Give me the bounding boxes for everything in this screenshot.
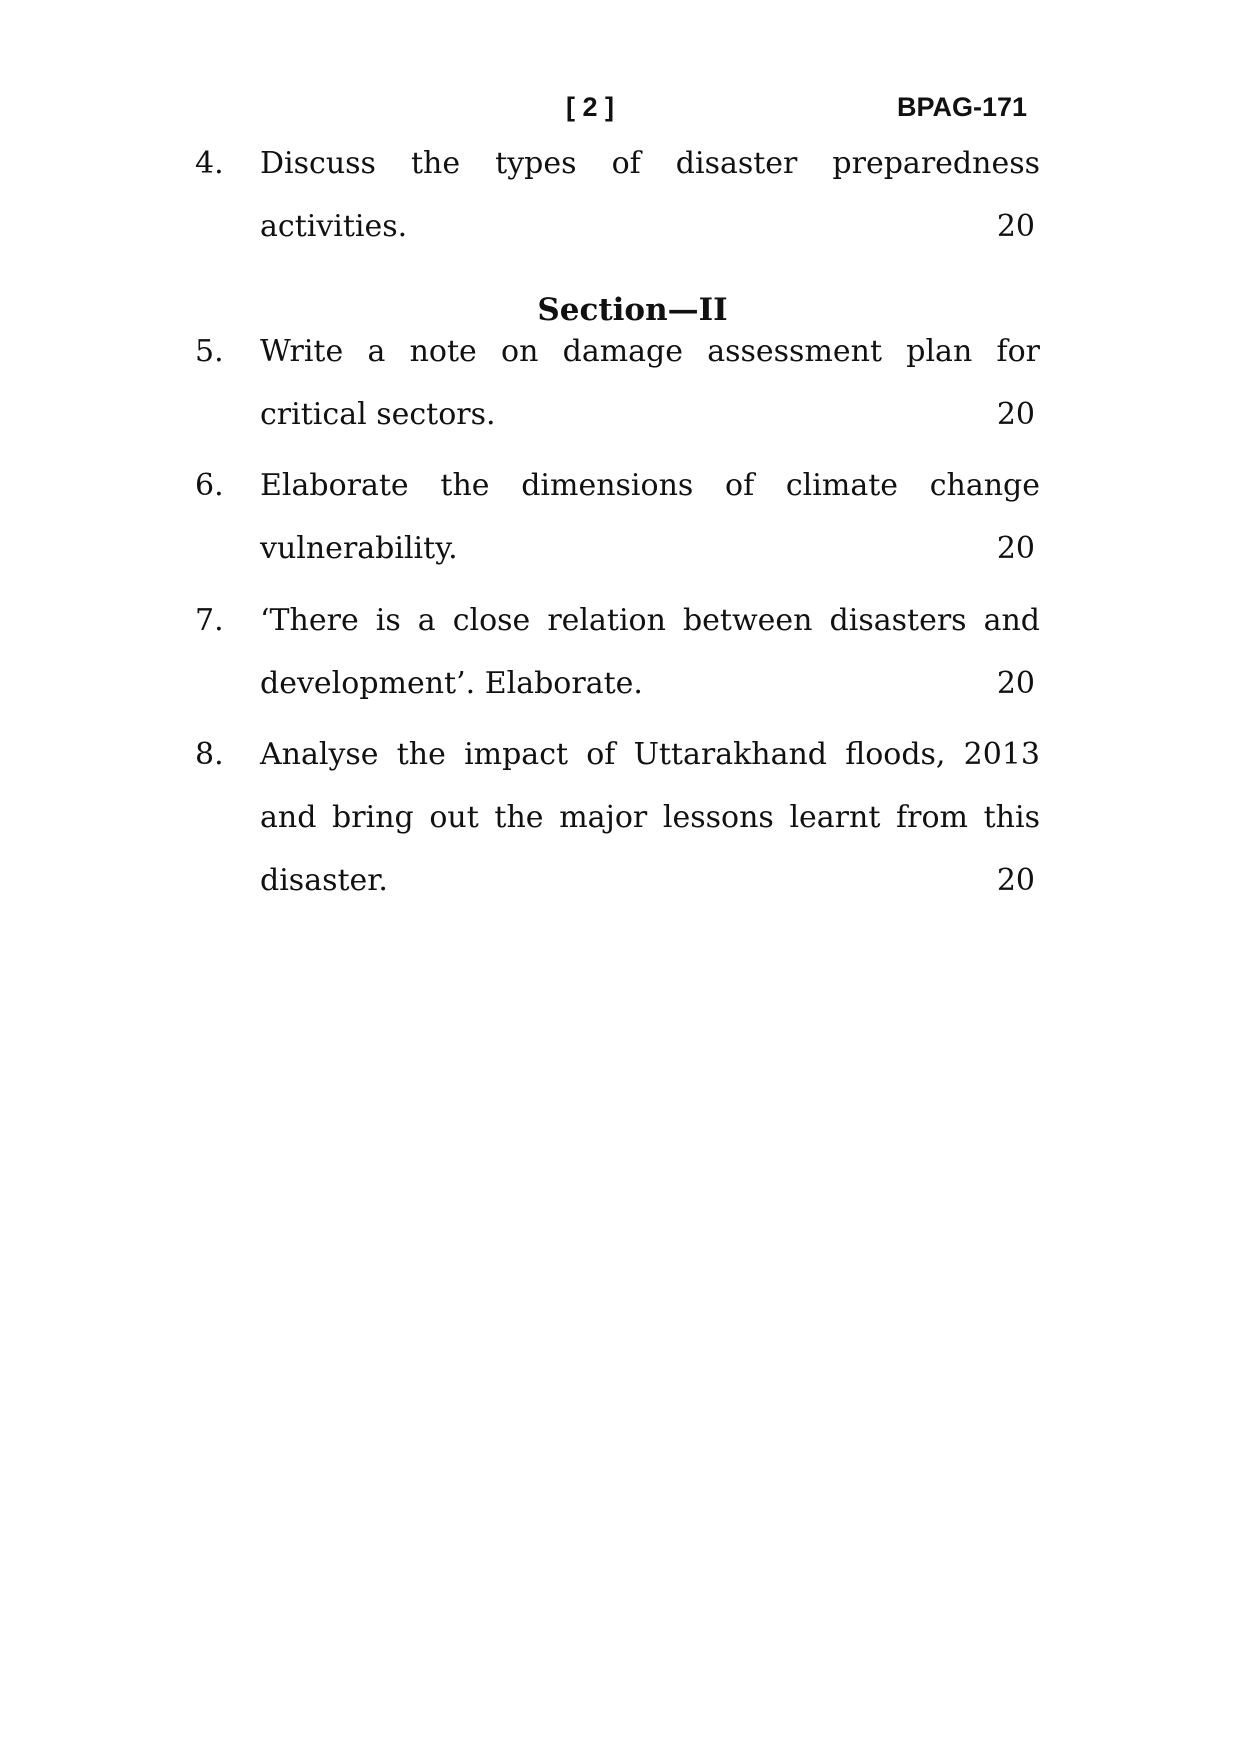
question-6 xyxy=(195,454,1040,580)
marks: 20 xyxy=(996,666,1035,701)
question-text-line: and bring out the major lessons learnt from this xyxy=(260,800,1040,835)
question-number: 4. xyxy=(195,146,224,181)
question-text-line: critical sectors. xyxy=(260,397,496,432)
paper-code: BPAG-171 xyxy=(897,92,1028,122)
question-text-line: activities. xyxy=(260,209,408,244)
question-7 xyxy=(195,589,1040,715)
marks: 20 xyxy=(996,531,1035,566)
marks: 20 xyxy=(996,863,1035,898)
question-number: 7. xyxy=(195,603,224,638)
question-5 xyxy=(195,320,1040,446)
question-text-line: Discuss the types of disaster preparedness xyxy=(260,146,1040,181)
marks: 20 xyxy=(996,397,1035,432)
question-number: 8. xyxy=(195,737,224,772)
question-number: 5. xyxy=(195,334,224,369)
question-number: 6. xyxy=(195,468,224,503)
question-4 xyxy=(195,132,1040,258)
question-8 xyxy=(195,723,1040,912)
question-text-line: Analyse the impact of Uttarakhand floods, 2013 xyxy=(260,737,1040,772)
question-text-line: Write a note on damage assessment plan for xyxy=(260,334,1040,369)
marks: 20 xyxy=(996,209,1035,244)
question-text-line: ‘There is a close relation between disasters and xyxy=(260,603,1040,638)
question-text-line: vulnerability. xyxy=(260,531,458,566)
section-heading-text: Section—II xyxy=(537,292,728,328)
question-text-line: development’. Elaborate. xyxy=(260,666,643,701)
page-number: [ 2 ] xyxy=(566,92,615,122)
question-text-line: disaster. xyxy=(260,863,388,898)
question-text-line: Elaborate the dimensions of climate change xyxy=(260,468,1040,503)
